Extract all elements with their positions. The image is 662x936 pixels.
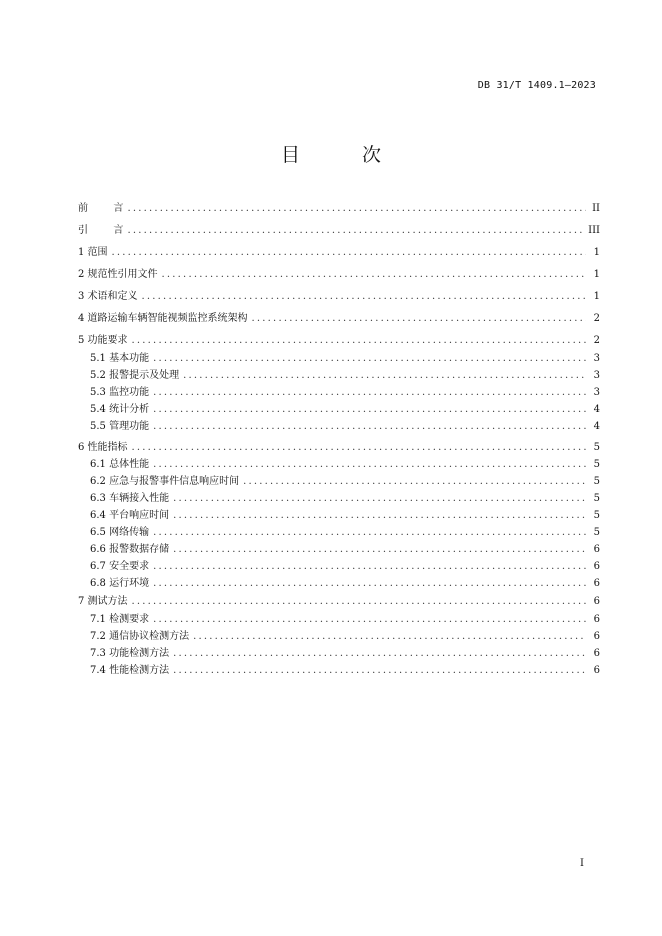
toc-entry-page: 6 bbox=[593, 648, 600, 659]
toc-entry-label: 6.3 车辆接入性能 bbox=[90, 493, 170, 504]
toc-entry[interactable] bbox=[90, 351, 600, 367]
toc-leader-dots bbox=[243, 474, 586, 490]
toc-entry-label: 6.4 平台响应时间 bbox=[90, 510, 170, 521]
toc-leader-dots bbox=[252, 311, 586, 327]
toc-entry-label: 6.6 报警数据存储 bbox=[90, 544, 170, 555]
toc-entry-label: 引 言 bbox=[78, 225, 124, 236]
toc-entry-page: 6 bbox=[593, 631, 600, 642]
toc-entry[interactable] bbox=[90, 491, 600, 507]
toc-entry-label: 5 功能要求 bbox=[78, 335, 128, 346]
toc-leader-dots bbox=[112, 245, 586, 261]
toc-leader-dots bbox=[132, 333, 586, 349]
toc-entry-page: 4 bbox=[593, 421, 600, 432]
toc-entry[interactable] bbox=[90, 612, 600, 628]
toc-entry[interactable] bbox=[90, 385, 600, 401]
toc-leader-dots bbox=[132, 440, 586, 456]
toc-entry-label: 5.2 报警提示及处理 bbox=[90, 370, 180, 381]
toc-entry[interactable] bbox=[90, 542, 600, 558]
toc-entry-page: 4 bbox=[593, 404, 600, 415]
toc-entry-label: 5.3 监控功能 bbox=[90, 387, 150, 398]
toc-entry-page: 1 bbox=[593, 291, 600, 302]
toc-leader-dots bbox=[173, 491, 586, 507]
toc-entry-page: 6 bbox=[593, 578, 600, 589]
toc-entry-page: 5 bbox=[593, 493, 600, 504]
toc-entry[interactable] bbox=[78, 245, 600, 261]
toc-leader-dots bbox=[162, 267, 586, 283]
toc-entry-page: 5 bbox=[593, 527, 600, 538]
toc-leader-dots bbox=[173, 663, 586, 679]
toc-entry-page: 3 bbox=[593, 387, 600, 398]
toc-entry-label: 4 道路运输车辆智能视频监控系统架构 bbox=[78, 313, 248, 324]
toc-entry-page: 1 bbox=[593, 269, 600, 280]
toc-entry[interactable] bbox=[90, 419, 600, 435]
toc-leader-dots bbox=[173, 542, 586, 558]
toc-entry-label: 6.1 总体性能 bbox=[90, 459, 150, 470]
toc-entry-label: 前 言 bbox=[78, 203, 124, 214]
toc-entry[interactable] bbox=[90, 508, 600, 524]
toc-leader-dots bbox=[173, 646, 586, 662]
toc-entry[interactable] bbox=[78, 311, 600, 327]
toc-entry-page: III bbox=[588, 225, 600, 236]
toc-entry[interactable] bbox=[90, 576, 600, 592]
toc-entry-page: 2 bbox=[593, 313, 600, 324]
toc-entry[interactable] bbox=[78, 267, 600, 283]
toc-entry[interactable] bbox=[90, 457, 600, 473]
toc-entry[interactable] bbox=[78, 333, 600, 349]
toc-leader-dots bbox=[153, 457, 586, 473]
toc-entry-label: 7.4 性能检测方法 bbox=[90, 665, 170, 676]
toc-entry-page: 1 bbox=[593, 247, 600, 258]
toc-leader-dots bbox=[153, 559, 586, 575]
toc-entry-label: 3 术语和定义 bbox=[78, 291, 138, 302]
toc-entry-page: 6 bbox=[593, 665, 600, 676]
toc-leader-dots bbox=[142, 289, 586, 305]
toc-leader-dots bbox=[153, 525, 586, 541]
toc-leader-dots bbox=[153, 576, 586, 592]
page-number: I bbox=[580, 858, 584, 869]
toc-entry-label: 6.5 网络传输 bbox=[90, 527, 150, 538]
toc-entry-page: 6 bbox=[593, 544, 600, 555]
toc-entry-label: 5.1 基本功能 bbox=[90, 353, 150, 364]
toc-leader-dots bbox=[153, 385, 586, 401]
toc-leader-dots bbox=[132, 594, 586, 610]
toc-entry-page: 3 bbox=[593, 353, 600, 364]
toc-entry-page: 5 bbox=[593, 510, 600, 521]
toc-entry-label: 7.1 检测要求 bbox=[90, 614, 150, 625]
toc-entry-label: 7.2 通信协议检测方法 bbox=[90, 631, 190, 642]
toc-entry-page: II bbox=[592, 203, 600, 214]
toc-entry-label: 2 规范性引用文件 bbox=[78, 269, 158, 280]
toc-leader-dots bbox=[193, 629, 586, 645]
document-id: DB 31/T 1409.1—2023 bbox=[477, 80, 596, 91]
toc-leader-dots bbox=[153, 612, 586, 628]
toc-entry[interactable] bbox=[90, 559, 600, 575]
toc-leader-dots bbox=[127, 201, 586, 217]
toc-entry-page: 3 bbox=[593, 370, 600, 381]
toc-entry-label: 6 性能指标 bbox=[78, 442, 128, 453]
toc-entry[interactable] bbox=[78, 594, 600, 610]
toc-entry[interactable] bbox=[90, 474, 600, 490]
page-title: 目 次 bbox=[280, 144, 410, 166]
toc-leader-dots bbox=[153, 351, 586, 367]
toc-entry[interactable] bbox=[90, 629, 600, 645]
toc-entry-label: 6.7 安全要求 bbox=[90, 561, 150, 572]
toc-entry-page: 5 bbox=[593, 459, 600, 470]
toc-leader-dots bbox=[127, 223, 582, 239]
toc-entry-label: 5.4 统计分析 bbox=[90, 404, 150, 415]
toc-entry-page: 6 bbox=[593, 596, 600, 607]
toc-leader-dots bbox=[183, 368, 586, 384]
toc-entry-label: 7.3 功能检测方法 bbox=[90, 648, 170, 659]
toc-entry-label: 1 范围 bbox=[78, 247, 108, 258]
toc-entry[interactable] bbox=[90, 525, 600, 541]
toc-entry[interactable] bbox=[90, 663, 600, 679]
toc-entry-label: 7 测试方法 bbox=[78, 596, 128, 607]
toc-entry[interactable] bbox=[78, 223, 600, 239]
toc-entry-page: 6 bbox=[593, 614, 600, 625]
toc-entry[interactable] bbox=[78, 201, 600, 217]
toc-leader-dots bbox=[153, 419, 586, 435]
toc-leader-dots bbox=[153, 402, 586, 418]
toc-entry[interactable] bbox=[90, 646, 600, 662]
toc-entry-page: 2 bbox=[593, 335, 600, 346]
toc-entry[interactable] bbox=[90, 368, 600, 384]
toc-leader-dots bbox=[173, 508, 586, 524]
toc-entry-label: 6.2 应急与报警事件信息响应时间 bbox=[90, 476, 240, 487]
toc-entry-label: 6.8 运行环境 bbox=[90, 578, 150, 589]
toc-entry[interactable] bbox=[90, 402, 600, 418]
toc-entry-page: 5 bbox=[593, 442, 600, 453]
toc-entry-page: 6 bbox=[593, 561, 600, 572]
toc-entry[interactable] bbox=[78, 440, 600, 456]
toc-entry-label: 5.5 管理功能 bbox=[90, 421, 150, 432]
toc-entry-page: 5 bbox=[593, 476, 600, 487]
toc-entry[interactable] bbox=[78, 289, 600, 305]
